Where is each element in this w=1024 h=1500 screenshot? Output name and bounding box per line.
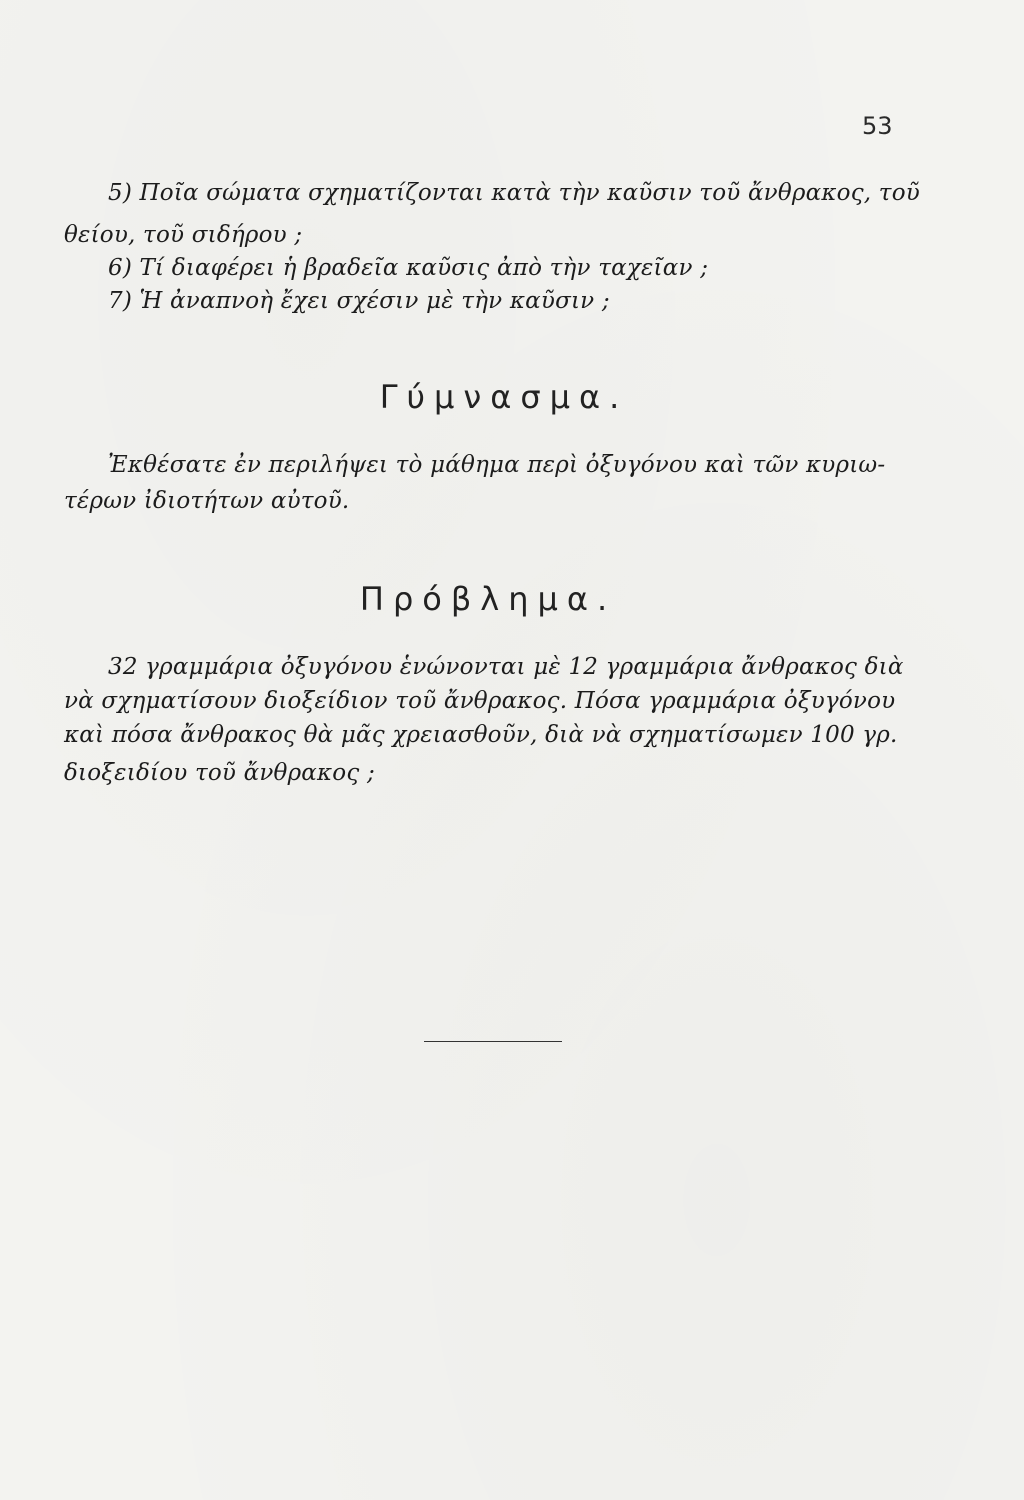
question-5-line-2: θείου, τοῦ σιδήρου ;: [64, 222, 303, 248]
problem-line-3: καὶ πόσα ἄνθρακος θὰ μᾶς χρειασθοῦν, διὰ νὰ σχηματίσωμεν 100 γρ.: [64, 722, 898, 748]
exercise-line-1: Ἐκθέσατε ἐν περιλήψει τὸ μάθημα περὶ ὀξυγόνου καὶ τῶν κυριω-: [108, 452, 886, 478]
problem-line-1: 32 γραμμάρια ὀξυγόνου ἑνώνονται μὲ 12 γραμμάρια ἄνθρακος διὰ: [108, 654, 904, 680]
section-divider-rule: [424, 1041, 562, 1042]
page-number: 53: [862, 112, 893, 140]
problem-line-4: διοξειδίου τοῦ ἄνθρακος ;: [64, 760, 375, 786]
question-5-line-1: 5) Ποῖα σώματα σχηματίζονται κατὰ τὴν καῦσιν τοῦ ἄνθρακος, τοῦ: [108, 180, 920, 206]
problem-heading: Πρόβλημα.: [359, 580, 617, 618]
exercise-line-2: τέρων ἰδιοτήτων αὐτοῦ.: [64, 488, 350, 514]
question-7: 7) Ἡ ἀναπνοὴ ἔχει σχέσιν μὲ τὴν καῦσιν ;: [108, 288, 610, 314]
problem-line-2: νὰ σχηματίσουν διοξείδιον τοῦ ἄνθρακος. Πόσα γραμμάρια ὀξυγόνου: [64, 688, 896, 714]
exercise-heading: Γύμνασμα.: [379, 378, 629, 416]
question-6: 6) Τί διαφέρει ἡ βραδεῖα καῦσις ἀπὸ τὴν ταχεῖαν ;: [108, 255, 709, 281]
